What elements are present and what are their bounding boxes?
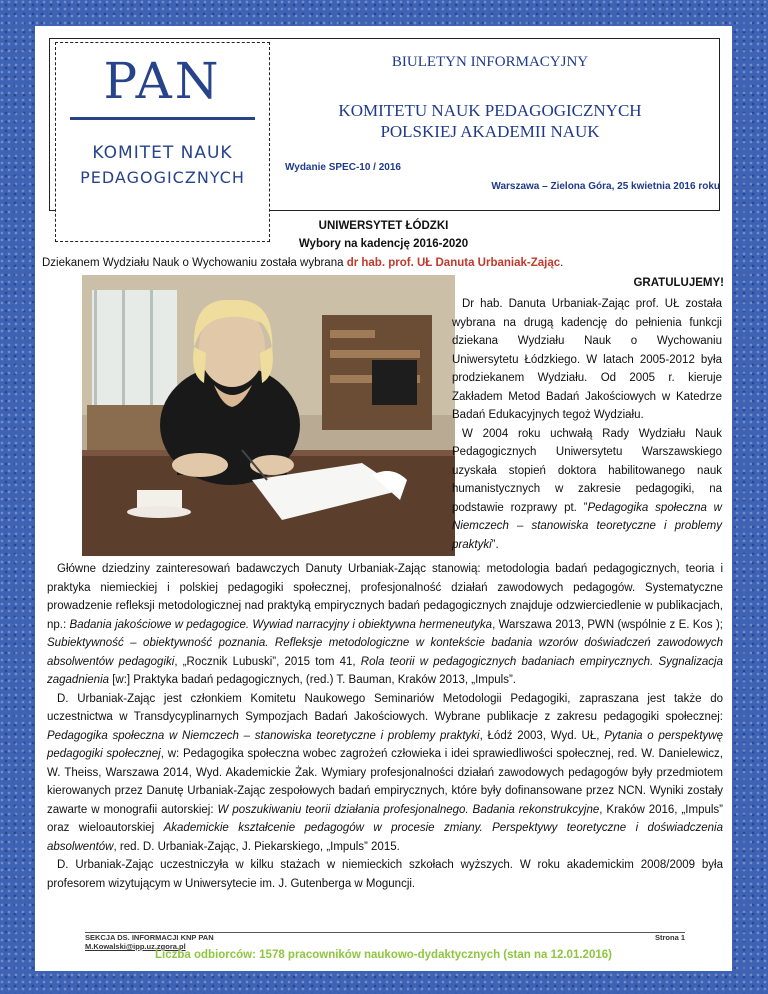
- committee-title-line2: POLSKIEJ AKADEMII NAUK: [380, 122, 600, 141]
- logo-line2: PEDAGOGICZNYCH: [80, 168, 245, 187]
- main-article: [47, 560, 723, 893]
- p3-text-a: Główne dziedziny zainteresowań badawczych Danuty Urbaniak-Zając stanowią: metodologia badań pedagogicznych, teoria i praktyka niemieckiej i polskiej pedagogiki społecznej, profesjonalność działań zawodowych pedagogów. Systematyczne prowadzenie refleksji metodologicznej nad praktyką empirycznych badań pedagogicznych znajduje odzwierciedlenie w publikacjach, np.:: [47, 563, 723, 631]
- university-heading: UNIWERSYTET ŁÓDZKI: [318, 220, 449, 232]
- pub-title-6: W poszukiwaniu teorii działania profesjonalnego. Badania rekonstrukcyjne: [217, 803, 600, 816]
- logo-line1: KOMITET NAUK: [92, 143, 233, 163]
- logo-pan-text: PAN: [103, 52, 222, 110]
- pub-title-2: Subiektywność – obiektywność poznania. Refleksje metodologiczne w kontekście badania wzorów doświadczeń zawodowych absolwentów pedagogiki: [47, 637, 723, 668]
- committee-title-line1: KOMITETU NAUK PEDAGOGICZNYCH: [338, 101, 642, 120]
- footer-email-link[interactable]: M.Kowalski@ipp.uz.zgora.pl: [85, 942, 186, 951]
- p4-text-e: , red. D. Urbaniak-Zając, J. Piekarskiego, „Impuls” 2015.: [113, 840, 400, 853]
- pub-title-1: Badania jakościowe w pedagogice. Wywiad narracyjny i obiektywna hermeneutyka: [69, 618, 493, 631]
- p3-text-b: , Warszawa 2013, PWN (wspólnie z E. Kos );: [492, 618, 723, 631]
- footer-section: SEKCJA DS. INFORMACJI KNP PAN: [85, 933, 214, 942]
- bulletin-page: [35, 26, 732, 971]
- habilitation-title: Pedagogika społeczna w Niemczech – stanowiska teoretyczne i problemy praktyki: [452, 501, 722, 551]
- p4-text-d: , Kraków 2016, „Impuls” oraz wieloautorskiej: [47, 803, 723, 834]
- intro-text: Dziekanem Wydziału Nauk o Wychowaniu została wybrana: [42, 257, 347, 269]
- p4-text-c: , w: Pedagogika społeczna wobec zagrożeń człowieka i idei sprawiedliwości społecznej, red. W. Danielewicz, W. Theiss, Warszawa 2014, Wyd. Akademickie Żak. Wymiary profesjonalności działań zawodowych pedagogów były przedmiotem kierowanych przez Danutę Urbaniak-Zając zespołowych badań empirycznych, które były dofinansowane przez NCN. Wyniki zostały zawarte w monografii autorskiej:: [47, 748, 724, 816]
- p4-text-a: D. Urbaniak-Zając jest członkiem Komitetu Naukowego Seminariów Metodologii Pedagogiki, zapraszana jest także do uczestnictwa w Transdycyplinarnych Sympozjach Badań Jakościowych. Wybrane publikacje z zakresu pedagogiki społecznej:: [47, 692, 723, 723]
- dean-photo: [82, 275, 455, 556]
- side-paragraph-1: Dr hab. Danuta Urbaniak-Zając prof. UŁ została wybrana na drugą kadencję do pełnienia funkcji dziekana Wydziału Nauk o Wychowaniu Uniwersytetu Łódzkiego. W latach 2005-2012 była prodziekanem Wydziału. Od 2005 r. kieruje Zakładem Metod Badań Jakościowych w Katedrze Badań Edukacyjnych tegoż Wydziału.: [452, 298, 722, 421]
- committee-title: [280, 100, 700, 142]
- main-paragraph-3: D. Urbaniak-Zając uczestniczyła w kilku stażach w niemieckich szkołach wyższych. W roku akademickim 2008/2009 była profesorem wizytującym w Uniwersytecie im. J. Gutenberga w Moguncji.: [47, 859, 723, 890]
- pub-title-5: Pytania o perspektywę pedagogiki społecznej: [47, 729, 723, 760]
- congrats-text: GRATULUJEMY!: [633, 277, 724, 289]
- main-paragraph-1: [47, 560, 723, 690]
- footer-recipients: Liczba odbiorców: 1578 pracowników naukowo-dydaktycznych (stan na 12.01.2016): [155, 949, 612, 961]
- place-date: Warszawa – Zielona Góra, 25 kwietnia 2016 roku: [491, 181, 720, 192]
- dean-name: dr hab. prof. UŁ Danuta Urbaniak-Zając: [346, 257, 561, 269]
- side-column: [452, 295, 722, 554]
- p4-text-b: , Łódź 2003, Wyd. UŁ,: [479, 729, 605, 742]
- side-p2-end: ”.: [491, 538, 499, 551]
- elections-heading: Wybory na kadencję 2016-2020: [298, 238, 469, 250]
- main-paragraph-2: [47, 690, 723, 857]
- intro-line: [42, 257, 563, 269]
- p3-text-c: , „Rocznik Lubuski”, 2015 tom 41,: [174, 655, 361, 668]
- p3-text-d: [w:] Praktyka badań pedagogicznych, (red.) T. Bauman, Kraków 2013, „Impuls”.: [109, 674, 516, 686]
- edition-label: Wydanie SPEC-10 / 2016: [285, 162, 401, 173]
- logo-underline: [70, 117, 255, 120]
- footer-page-number: Strona 1: [654, 933, 685, 942]
- side-p2-text: W 2004 roku uchwałą Rady Wydziału Nauk Pedagogicznych Uniwersytetu Warszawskiego uzyskała stopień doktora habilitowanego nauk humanistycznych w zakresie pedagogiki, na podstawie rozprawy pt. ”: [452, 427, 722, 514]
- intro-end: .: [560, 257, 564, 269]
- pub-title-4: Pedagogika społeczna w Niemczech – stanowiska teoretyczne i problemy praktyki: [47, 729, 480, 742]
- bulletin-title: BIULETYN INFORMACYJNY: [391, 54, 589, 70]
- pub-title-3: Rola teorii w pedagogicznych badaniach empirycznych. Sygnalizacja zagadnienia: [47, 655, 724, 686]
- pan-logo: [55, 42, 270, 242]
- pub-title-7: Akademickie kształcenie pedagogów w procesie zmiany. Perspektywy teoretyczne i doświadczenia absolwentów: [47, 822, 723, 853]
- side-paragraph-2: [452, 425, 722, 555]
